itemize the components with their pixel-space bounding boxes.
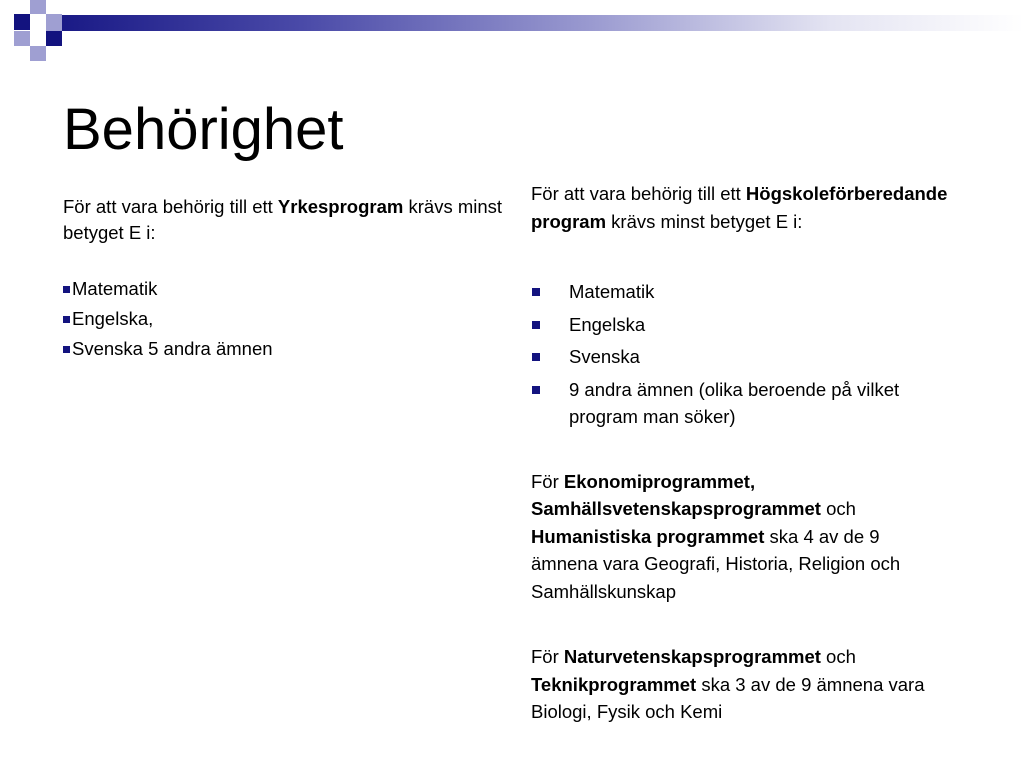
left-intro	[63, 194, 503, 246]
right-column	[531, 180, 951, 726]
square-bullet-icon	[63, 316, 70, 323]
list-item	[531, 311, 951, 339]
square-bullet-icon	[63, 286, 70, 293]
program-name: Teknikprogrammet	[531, 673, 697, 695]
square-bullet-icon	[63, 346, 70, 353]
left-intro-suffix: krävs minst betyget E i:	[63, 196, 503, 243]
decor-square-icon	[14, 14, 30, 30]
right-intro-program: Högskoleförberedande program	[531, 183, 948, 232]
right-intro-prefix: För att vara behörig till ett	[531, 183, 746, 204]
decor-square-icon	[30, 46, 46, 61]
list-item-label: Matematik	[72, 278, 158, 299]
social-programs-paragraph	[531, 468, 951, 606]
program-name: Ekonomiprogrammet, Samhällsvetenskapsprogrammet	[531, 470, 821, 519]
left-intro-program: Yrkesprogram	[277, 196, 404, 217]
list-item-label: Matematik	[569, 281, 655, 302]
left-intro-prefix: För att vara behörig till ett	[63, 196, 278, 217]
list-item	[531, 278, 951, 306]
list-item-label: Svenska	[569, 346, 640, 367]
decor-square-icon	[14, 31, 30, 46]
program-name: Naturvetenskapsprogrammet	[563, 646, 821, 667]
square-bullet-icon	[532, 288, 540, 296]
list-item	[531, 343, 951, 371]
paragraph-text: För	[531, 646, 564, 667]
decor-square-icon	[46, 14, 62, 31]
list-item	[531, 376, 951, 431]
list-item-label: 9 andra ämnen (olika beroende på vilket program man söker)	[569, 378, 900, 427]
paragraph-text: och	[820, 646, 856, 667]
list-item	[63, 276, 503, 302]
list-item	[63, 336, 503, 362]
decor-square-icon	[46, 31, 62, 46]
list-item-label: Engelska,	[72, 308, 154, 329]
square-bullet-icon	[532, 321, 540, 329]
header-gradient-band	[61, 15, 1024, 31]
left-subject-list	[63, 276, 503, 362]
slide-title: Behörighet	[63, 97, 344, 162]
square-bullet-icon	[532, 386, 540, 394]
list-item	[63, 306, 503, 332]
right-intro-suffix: krävs minst betyget E i:	[606, 210, 803, 232]
list-item-label: Engelska	[569, 313, 646, 335]
science-programs-paragraph	[531, 643, 951, 726]
right-subject-list	[531, 278, 951, 431]
paragraph-text: ska 4 av de 9 ämnena vara Geografi, Historia, Religion och Samhällskunskap	[531, 525, 901, 602]
list-item-label: Svenska 5 andra ämnen	[72, 338, 273, 359]
right-intro	[531, 180, 951, 235]
paragraph-text: och	[820, 498, 856, 519]
left-column	[63, 194, 503, 366]
paragraph-text: ska 3 av de 9 ämnena vara Biologi, Fysik och Kemi	[531, 673, 925, 722]
square-bullet-icon	[532, 353, 540, 361]
paragraph-text: För	[531, 470, 564, 492]
decor-square-icon	[30, 0, 46, 14]
program-name: Humanistiska programmet	[531, 525, 765, 547]
